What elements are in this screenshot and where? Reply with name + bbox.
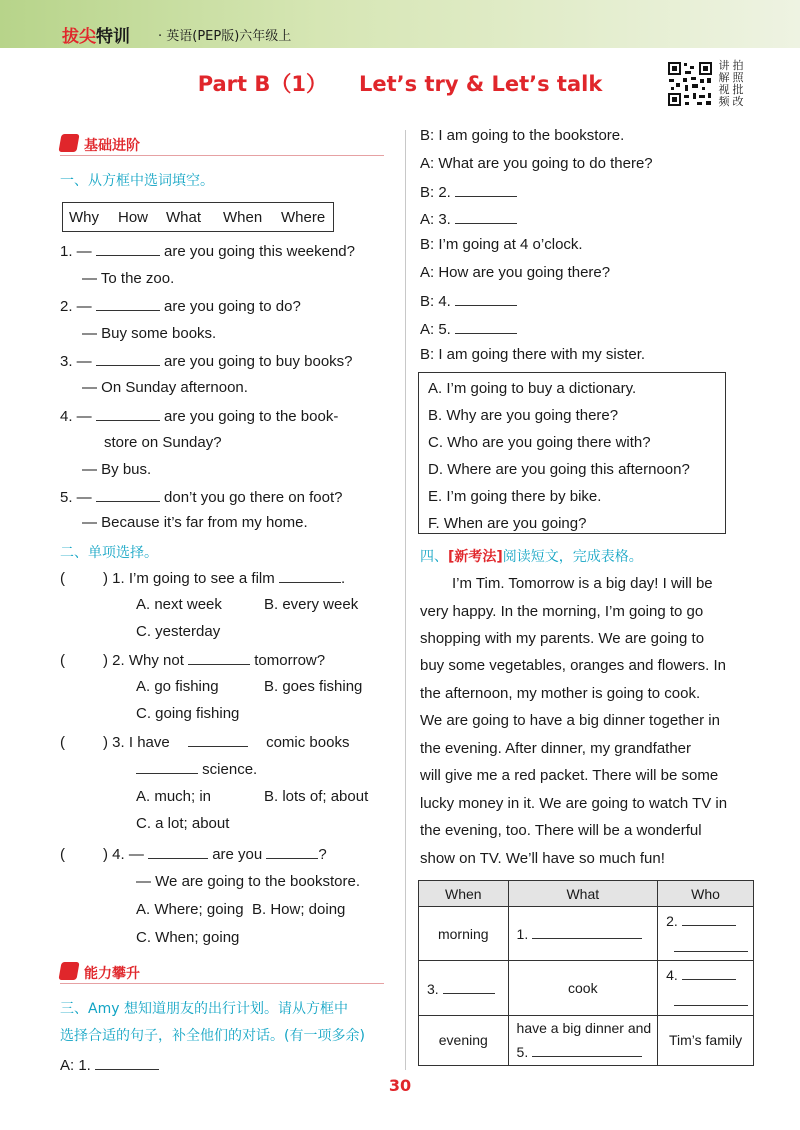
- passage-line: show on TV. We’ll have so much fun!: [420, 850, 665, 867]
- exercise-2-title: 二、单项选择。: [60, 545, 158, 561]
- mc-option: C. a lot; about: [136, 815, 230, 832]
- mc-option: B. every week: [264, 596, 359, 613]
- answer-blank[interactable]: [96, 242, 160, 256]
- answer-blank[interactable]: [188, 733, 248, 747]
- table-cell: have a big dinner and 5.: [508, 1015, 658, 1065]
- mc-option: C. yesterday: [136, 623, 221, 640]
- mc-option: B. goes fishing: [264, 678, 363, 695]
- passage-line: very happy. In the morning, I’m going to go: [420, 603, 704, 620]
- passage-line: the evening, too. There will be a wonderful: [420, 822, 702, 839]
- answer-blank[interactable]: [148, 845, 208, 859]
- table-header: What: [508, 881, 658, 907]
- table-cell: morning: [419, 907, 509, 961]
- exercise-3-title-line2: 选择合适的句子，补全他们的对话。(有一项多余): [60, 1028, 365, 1044]
- topic-label: Let’s try & Let’s talk: [359, 72, 603, 96]
- fill-answer: — To the zoo.: [82, 270, 175, 287]
- answer-blank[interactable]: [674, 938, 748, 952]
- info-table: [418, 880, 754, 1066]
- passage-line: will give me a red packet. There will be some: [420, 767, 719, 784]
- answer-blank[interactable]: [682, 912, 736, 926]
- dialog-line: B: I am going there with my sister.: [420, 346, 646, 363]
- new-method-tag: [新考法]: [448, 549, 503, 565]
- fill-item: 3. — are you going to buy books?: [60, 353, 353, 370]
- word-option: How: [118, 209, 149, 226]
- dialog-line: B: 2.: [420, 183, 517, 201]
- mc-option: C. When; going: [136, 929, 240, 946]
- answer-blank[interactable]: [532, 925, 642, 939]
- dialog-line: B: I’m going at 4 o’clock.: [420, 236, 583, 253]
- table-cell: 2.: [658, 907, 754, 961]
- mc-option: B. lots of; about: [264, 788, 369, 805]
- table-header: When: [419, 881, 509, 907]
- word-box: [62, 202, 334, 232]
- answer-blank[interactable]: [674, 992, 748, 1006]
- pencil-icon: [58, 962, 79, 980]
- fill-answer: — On Sunday afternoon.: [82, 379, 248, 396]
- option-item: A. I’m going to buy a dictionary.: [428, 380, 637, 397]
- mc-item: ( ) 3. I have comic books: [60, 734, 350, 751]
- answer-blank[interactable]: [443, 980, 495, 994]
- dialog-line: A: 3.: [420, 210, 517, 228]
- answer-blank[interactable]: [532, 1043, 642, 1057]
- dialog-line: B: 4.: [420, 292, 517, 310]
- option-item: F. When are you going?: [428, 515, 587, 532]
- mc-option: B. How; doing: [252, 901, 346, 918]
- answer-blank[interactable]: [136, 760, 198, 774]
- option-item: C. Who are you going there with?: [428, 434, 651, 451]
- passage-line: We are going to have a big dinner together in: [420, 712, 720, 729]
- exercise-3-title-line1: 三、Amy 想知道朋友的出行计划。请从方框中: [60, 1001, 348, 1017]
- table-cell: Tim’s family: [658, 1015, 754, 1065]
- dialog-line: A: 1.: [60, 1056, 159, 1074]
- table-cell: 4.: [658, 961, 754, 1015]
- fill-item: 4. — are you going to the book-: [60, 408, 339, 425]
- table-cell: 1.: [508, 907, 658, 961]
- table-header: Who: [658, 881, 754, 907]
- column-divider: [405, 130, 406, 1070]
- dialog-line: A: What are you going to do there?: [420, 155, 653, 172]
- section-header-basic: 基础进阶: [60, 134, 384, 156]
- option-item: E. I’m going there by bike.: [428, 488, 602, 505]
- answer-blank[interactable]: [96, 297, 160, 311]
- dialog-line: A: 5.: [420, 320, 517, 338]
- answer-blank[interactable]: [455, 292, 517, 306]
- passage-line: the evening. After dinner, my grandfather: [420, 740, 692, 757]
- qr-caption: 讲 拍 解 照 视 批 频 改: [718, 59, 744, 108]
- mc-item: ( ) 1. I’m going to see a film .: [60, 570, 346, 587]
- brand-logo: 拔尖特训: [62, 27, 130, 47]
- fill-item-cont: store on Sunday?: [104, 434, 222, 451]
- mc-option: A. next week: [136, 596, 222, 613]
- fill-item: 1. — are you going this weekend?: [60, 243, 355, 260]
- mc-item-cont: science.: [136, 760, 257, 778]
- answer-blank[interactable]: [455, 210, 517, 224]
- passage-line: I’m Tim. Tomorrow is a big day! I will be: [452, 575, 713, 592]
- answer-blank[interactable]: [96, 488, 160, 502]
- answer-blank[interactable]: [682, 966, 736, 980]
- fill-answer: — Because it’s far from my home.: [82, 514, 308, 531]
- table-cell: 3.: [419, 961, 509, 1015]
- answer-blank[interactable]: [188, 651, 250, 665]
- word-option: When: [223, 209, 263, 226]
- exercise-1-title: 一、从方框中选词填空。: [60, 173, 214, 189]
- answer-blank[interactable]: [455, 183, 517, 197]
- page-number: 30: [388, 1076, 412, 1095]
- answer-blank[interactable]: [96, 407, 160, 421]
- answer-blank[interactable]: [96, 352, 160, 366]
- option-item: B. Why are you going there?: [428, 407, 619, 424]
- passage-line: the afternoon, my mother is going to cook.: [420, 685, 701, 702]
- answer-blank[interactable]: [279, 569, 341, 583]
- mc-item: ( ) 2. Why not tomorrow?: [60, 652, 326, 669]
- mc-item: ( ) 4. — are you ?: [60, 846, 327, 863]
- word-option: Where: [281, 209, 326, 226]
- passage-line: lucky money in it. We are going to watch TV in: [420, 795, 728, 812]
- option-item: D. Where are you going this afternoon?: [428, 461, 690, 478]
- fill-answer: — Buy some books.: [82, 325, 217, 342]
- fill-item: 5. — don’t you go there on foot?: [60, 489, 343, 506]
- dialog-line: A: How are you going there?: [420, 264, 611, 281]
- mc-option: A. go fishing: [136, 678, 219, 695]
- pencil-icon: [58, 134, 79, 152]
- table-cell: evening: [419, 1015, 509, 1065]
- mc-answer: — We are going to the bookstore.: [136, 873, 361, 890]
- passage-line: buy some vegetables, oranges and flowers. In: [420, 657, 727, 674]
- fill-item: 2. — are you going to do?: [60, 298, 301, 315]
- exercise-4-title: 四、[新考法]阅读短文，完成表格。: [420, 549, 643, 565]
- qr-code-icon[interactable]: [666, 60, 714, 108]
- series-label: · 英语(PEP版)六年级上: [158, 29, 292, 44]
- fill-answer: — By bus.: [82, 461, 152, 478]
- mc-option: A. much; in: [136, 788, 212, 805]
- word-option: Why: [69, 209, 99, 226]
- mc-option: A. Where; going: [136, 901, 244, 918]
- answer-blank[interactable]: [95, 1056, 159, 1070]
- word-option: What: [166, 209, 202, 226]
- table-cell: cook: [508, 961, 658, 1015]
- passage-line: shopping with my parents. We are going to: [420, 630, 705, 647]
- answer-blank[interactable]: [455, 320, 517, 334]
- part-label: Part B（1）: [197, 72, 328, 96]
- mc-option: C. going fishing: [136, 705, 240, 722]
- dialog-line: B: I am going to the bookstore.: [420, 127, 625, 144]
- section-header-ability: 能力攀升: [60, 962, 384, 984]
- answer-blank[interactable]: [266, 845, 318, 859]
